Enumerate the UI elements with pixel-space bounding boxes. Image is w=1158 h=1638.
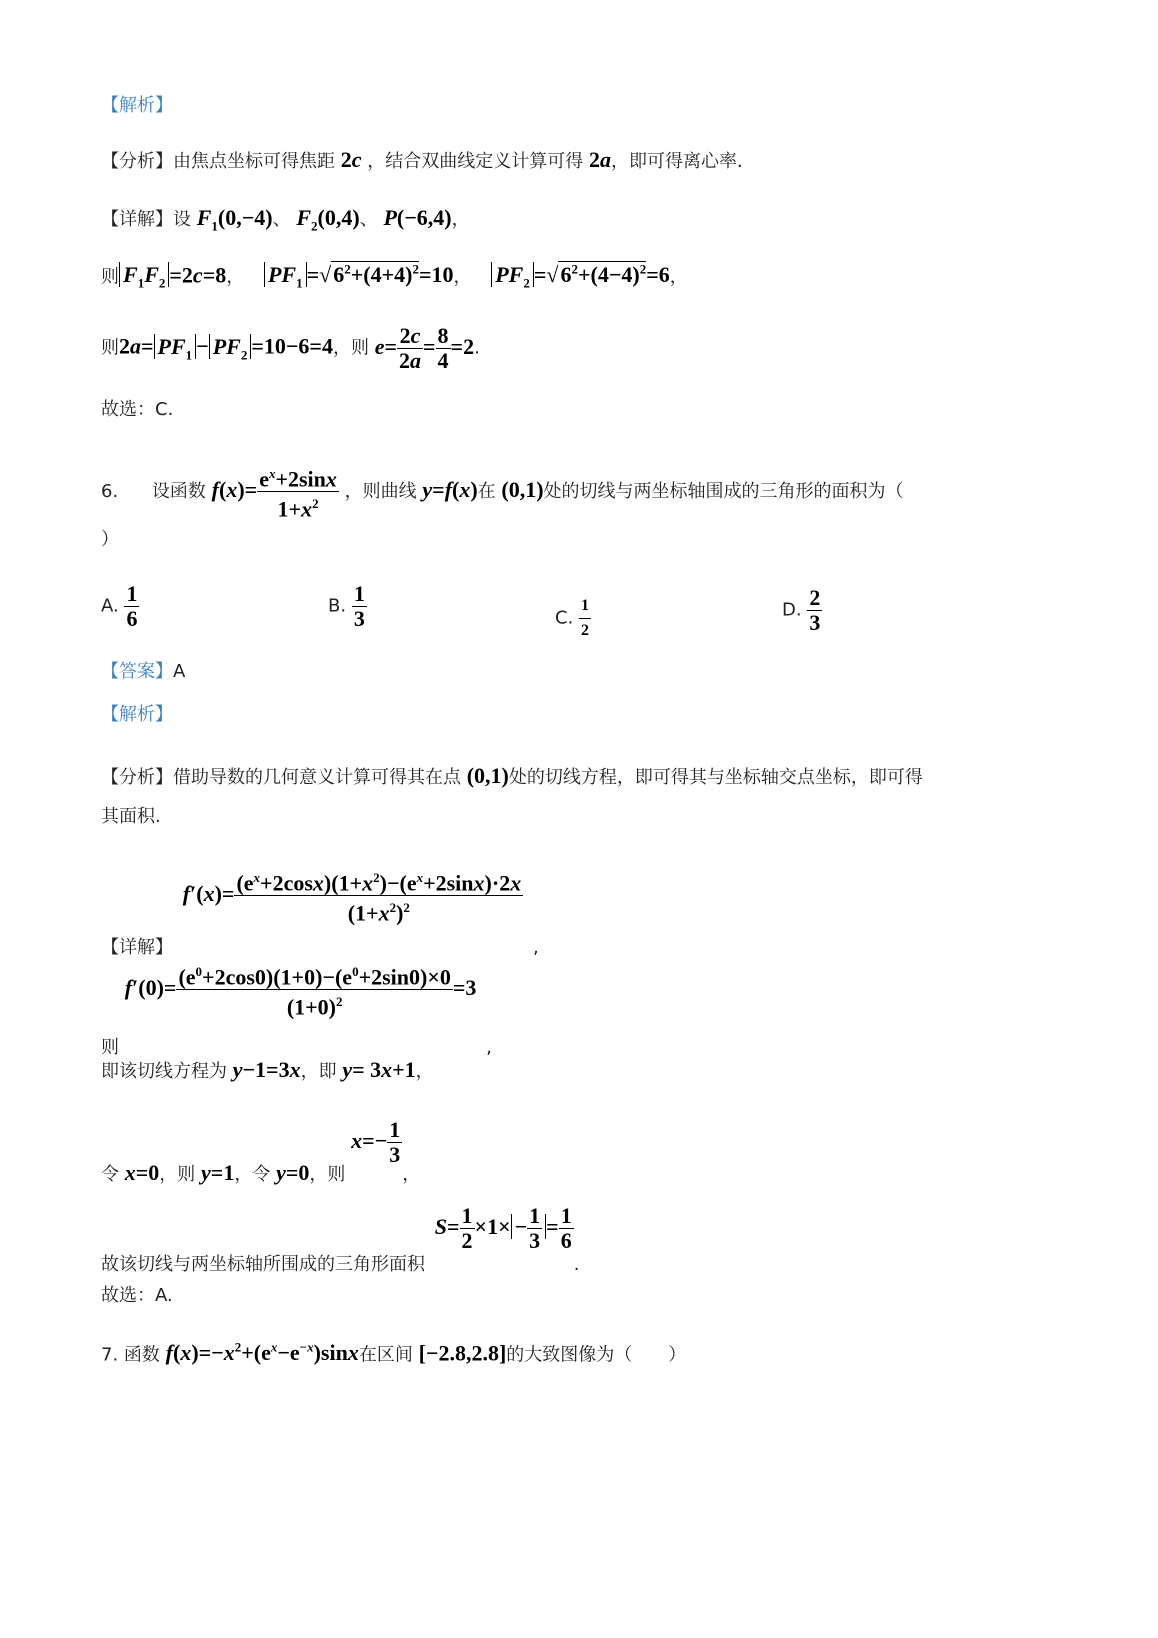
tangent-line: 即该切线方程为 y−1=3x，即 y= 3x+1，	[101, 1057, 434, 1082]
formula-tangent-2: y= 3x+1	[342, 1057, 416, 1082]
analysis-text-3: ，即可得离心率．	[610, 151, 755, 172]
jiexi-header: 【解析】	[101, 95, 173, 116]
frac-two-thirds: $\frac{2}{3}$	[809, 585, 821, 635]
answer-value: A	[173, 661, 186, 682]
formula-f2: $F_2(0,4)$	[296, 205, 360, 234]
question-7: 7. 函数 $f(x)=-x^2+(e^x-e^{-x})\sin x$在区间 [−2.8,2.8]的大致图像为（ ）	[101, 1340, 687, 1366]
option-a: A. $\frac{1}{6}$	[101, 581, 138, 631]
formula-pf1: $PF_1 =√6^2+(4+4)^2=10$	[264, 262, 454, 287]
formula-x0: x=0	[124, 1159, 160, 1185]
option-b: B. $\frac{1}{3}$	[328, 581, 365, 631]
formula-fx: f(x)= $\frac{e^x+2\sin x}{1+x^2}$	[212, 477, 339, 502]
analysis-line-6b: 其面积.	[101, 806, 161, 827]
area-line: 故该切线与两坐标轴所围成的三角形面积 S= $\frac{1}{2}$ ×1× − $\frac{1}{3}$ = $\frac{1}{6}$ .	[101, 1203, 580, 1275]
formula-pf2: $PF_2 =√6^2+(4-4)^2=6$	[491, 262, 670, 287]
formula-2a: 2a	[588, 147, 611, 172]
formula-f1f2: $F_1F_2 =2c=8$	[119, 262, 226, 287]
analysis-line	[101, 148, 755, 174]
option-d: D. $\frac{2}{3}$	[782, 585, 821, 635]
frac-one-sixth: $\frac{1}{6}$	[126, 581, 138, 631]
analysis-line-6: 【分析】借助导数的几何意义计算可得其在点 (0,1)处的切线方程，即可得其与坐标轴交点坐标，即可得	[101, 763, 923, 788]
question-number-7: 7.	[101, 1344, 119, 1366]
formula-f-prime-zero: f′(0)= $\frac{(e^0+2\cos 0)(1+0)-(e^0+2\sin 0)\times 0}{(1+0)^2}$ =3	[125, 975, 477, 1000]
jiexi-header-6: 【解析】	[101, 704, 173, 725]
formula-e: e= $\frac{2c}{2a}$ = $\frac{8}{4}$ =2	[374, 323, 475, 373]
derivative-line: 【详解】 f′(x)= $\frac{(e^x+2\cos x)(1+x^2)-(e^x+2\sin x)\cdot 2x}{(1+x^2)^2}$ ,	[101, 866, 539, 926]
eccentricity-line: 则$2a= PF_1 - PF_2 =10-6=4$，则 e= $\frac{2c}{2a}$ = $\frac{8}{4}$ =2.	[101, 323, 480, 373]
formula-q7-fx: $f(x)=-x^2+(e^x-e^{-x})\sin x$	[165, 1340, 359, 1366]
formula-point: (0,1)	[501, 476, 544, 502]
distances-line: 则 $F_1F_2 =2c=8$， $PF_1 =√6^2+(4+4)^2=10$， $PF_2 =√6^2+(4-4)^2=6$，	[101, 262, 688, 291]
formula-2a-value: $2a= PF_1 - PF_2 =10-6=4$	[119, 333, 333, 362]
formula-tangent: y−1=3x	[232, 1057, 301, 1082]
formula-point-2: (0,1)	[466, 763, 509, 788]
formula-derivative: f′(x)= $\frac{(e^x+2\cos x)(1+x^2)-(e^x+2\sin x)\cdot 2x}{(1+x^2)^2}$	[183, 881, 523, 906]
question-6: 6. 设函数 f(x)= $\frac{e^x+2\sin x}{1+x^2}$ ，则曲线 y=f(x)在 (0,1)处的切线与两坐标轴围成的三角形的面积为（	[101, 462, 904, 522]
formula-y1: y=1	[201, 1159, 235, 1185]
detail-tag: 【详解】	[101, 209, 173, 230]
answer-line	[101, 660, 185, 684]
question-6-close: ）	[101, 529, 119, 550]
answer-choice-6: 故选：A.	[101, 1285, 173, 1306]
detail-setup-line: 【详解】设 $F_1(0,-4)$、 $F_2(0,4)$、 P(−6,4)，	[101, 205, 470, 234]
question-number: 6.	[101, 480, 119, 502]
formula-p: P(−6,4)	[383, 205, 452, 230]
formula-f1: $F_1(0,-4)$	[196, 205, 273, 234]
analysis-tag: 【分析】	[101, 151, 173, 172]
formula-curve: y=f(x)	[422, 476, 478, 502]
analysis-text-2: ，结合双曲线定义计算可得	[367, 151, 584, 172]
formula-interval: [−2.8,2.8]	[418, 1340, 507, 1366]
formula-2c: 2c	[340, 147, 362, 172]
formula-x-neg-third: x=− $\frac{1}{3}$	[351, 1117, 401, 1167]
analysis-text-1: 由焦点坐标可得焦距	[173, 151, 335, 172]
frac-one-half: $\frac{1}{2}$	[579, 594, 591, 643]
answer-tag: 【答案】	[101, 661, 173, 682]
intercepts-line: 令 x=0，则 y=1，令 y=0，则 x=− $\frac{1}{3}$ ，	[101, 1117, 421, 1185]
frac-one-third: $\frac{1}{3}$	[353, 581, 365, 631]
option-c: C. $\frac{1}{2}$	[555, 594, 591, 643]
formula-area: S= $\frac{1}{2}$ ×1× − $\frac{1}{3}$ = $\frac{1}{6}$	[434, 1203, 572, 1253]
derivative-at-zero-line: 则 f′(0)= $\frac{(e^0+2\cos 0)(1+0)-(e^0+2\sin 0)\times 0}{(1+0)^2}$ =3 ,	[101, 960, 492, 1020]
formula-y0: y=0	[276, 1159, 310, 1185]
answer-choice-5: 故选：C.	[101, 399, 174, 420]
